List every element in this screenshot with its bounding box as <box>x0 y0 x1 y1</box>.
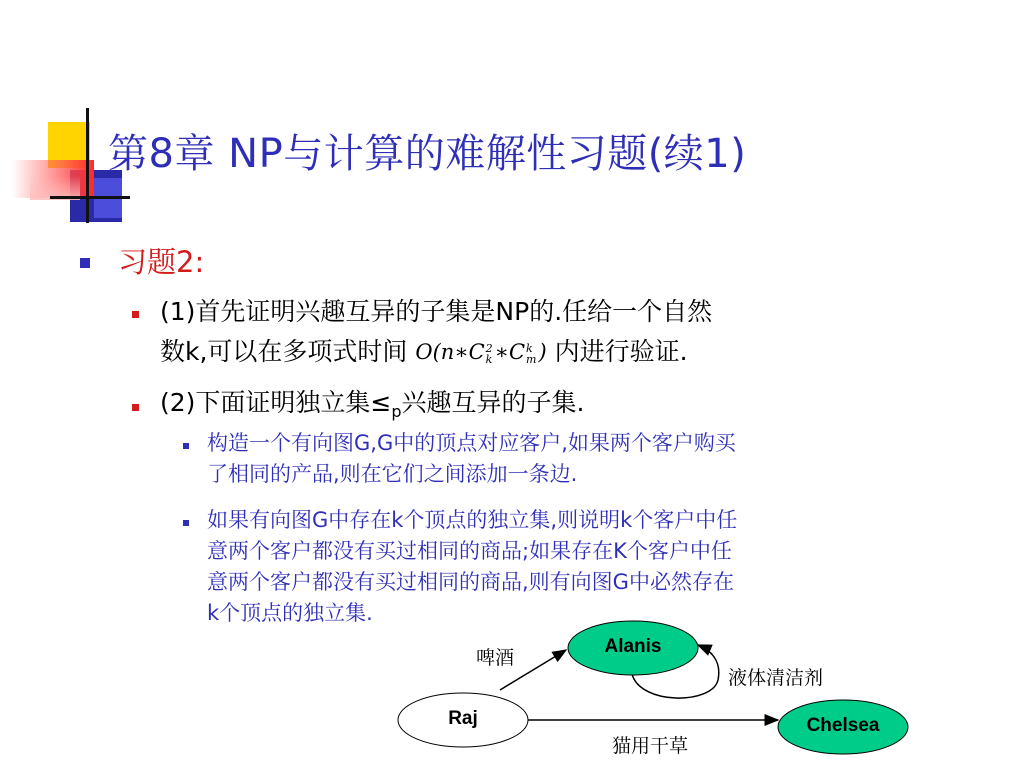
bullet-part2-pre: (2)下面证明独立集≤ <box>160 388 392 417</box>
sub-bullet2-line1: 如果有向图G中存在k个顶点的独立集,则说明k个客户中任 <box>207 508 738 532</box>
edge-label-beer: 啤酒 <box>476 647 515 669</box>
complexity-formula: O(n∗C 2 k ∗C k m ) <box>415 340 547 366</box>
sub-bullet2-line3: 意两个客户都没有买过相同的商品,则有向图G中必然存在 <box>207 570 734 594</box>
sub-bullet1-line2: 了相同的产品,则在它们之间添加一条边. <box>207 462 578 486</box>
edge-label-detergent: 液体清洁剂 <box>728 667 824 689</box>
bullet-part2-sub: p <box>391 402 402 421</box>
exercise-heading: 习题2: <box>118 245 205 279</box>
sub-bullet1-line1: 构造一个有向图G,G中的顶点对应客户,如果两个客户购买 <box>207 431 736 455</box>
edge-label-catnip: 猫用干草 <box>612 735 689 757</box>
bullet-part1-line2-post: 内进行验证. <box>554 337 688 366</box>
bullet-part1-line2-pre: 数k,可以在多项式时间 <box>160 337 408 366</box>
bullet-part2-post: 兴趣互异的子集. <box>401 388 585 417</box>
node-chelsea-label: Chelsea <box>806 715 880 736</box>
node-raj-label: Raj <box>448 708 478 729</box>
bullet-part1-line1: (1)首先证明兴趣互异的子集是NP的.任给一个自然 <box>160 297 713 326</box>
slide-title: 第8章 NP与计算的难解性习题(续1) <box>108 131 747 177</box>
sub-bullet2-line4: k个顶点的独立集. <box>207 601 373 625</box>
sub-bullet2-line2: 意两个客户都没有买过相同的商品;如果存在K个客户中任 <box>207 539 732 563</box>
node-alanis-label: Alanis <box>604 636 662 657</box>
